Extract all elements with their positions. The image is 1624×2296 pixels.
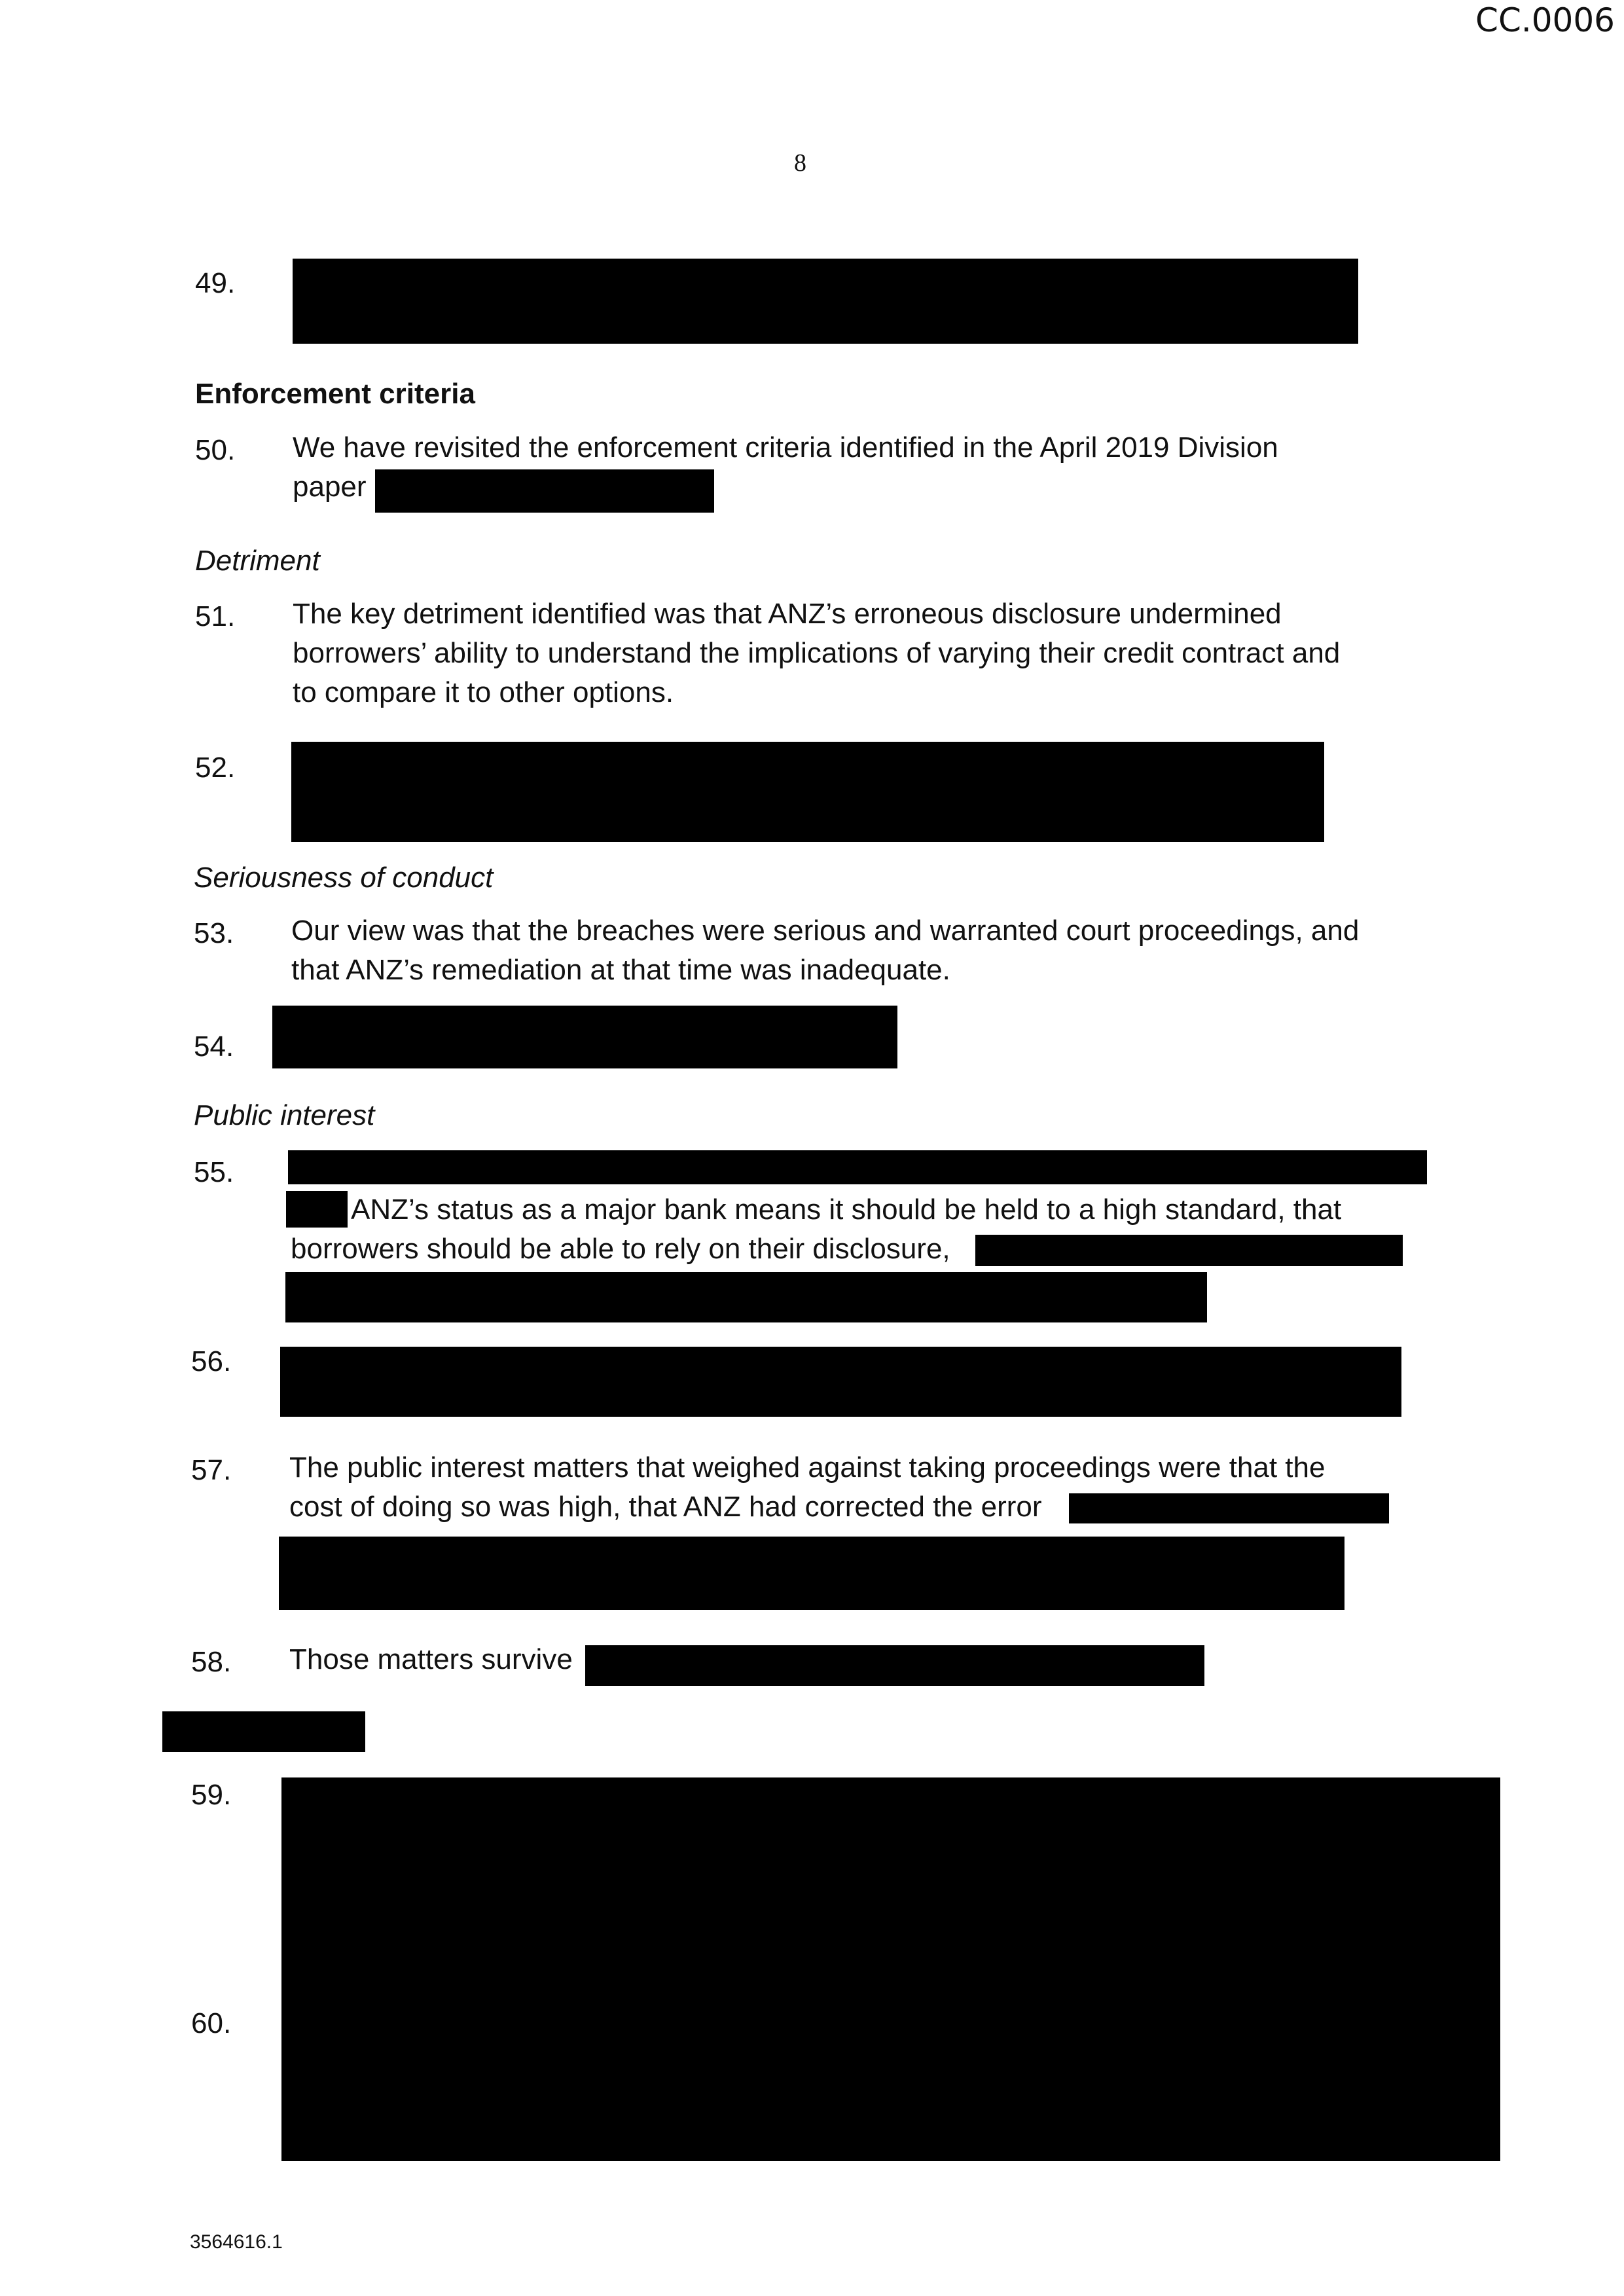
subheading-public-interest: Public interest <box>194 1099 375 1131</box>
paragraph-number-59: 59. <box>191 1779 232 1811</box>
page-number: 8 <box>794 149 806 177</box>
redaction-block <box>1069 1493 1389 1523</box>
redaction-block <box>291 742 1324 842</box>
section-heading-enforcement: Enforcement criteria <box>195 378 475 410</box>
redaction-block <box>280 1347 1401 1417</box>
subheading-seriousness: Seriousness of conduct <box>194 862 494 894</box>
paragraph-51-line-1: The key detriment identified was that ANZ’s erroneous disclosure undermined <box>293 598 1282 630</box>
document-reference: 3564616.1 <box>190 2231 283 2253</box>
paragraph-number-56: 56. <box>191 1345 232 1377</box>
paragraph-number-52: 52. <box>195 752 236 784</box>
paragraph-number-51: 51. <box>195 600 236 632</box>
redaction-block <box>285 1272 1207 1322</box>
redaction-block <box>975 1235 1403 1266</box>
redaction-block <box>272 1006 897 1068</box>
redaction-block <box>279 1537 1344 1610</box>
redaction-block <box>286 1191 348 1228</box>
redaction-block <box>281 1777 1500 2161</box>
paragraph-53-line-1: Our view was that the breaches were serious and warranted court proceedings, and <box>291 915 1360 947</box>
paragraph-number-57: 57. <box>191 1454 232 1486</box>
paragraph-50-line-1: We have revisited the enforcement criteria identified in the April 2019 Division <box>293 431 1278 464</box>
paragraph-number-50: 50. <box>195 434 236 466</box>
paragraph-number-53: 53. <box>194 917 234 949</box>
paragraph-57-line-1: The public interest matters that weighed against taking proceedings were that the <box>289 1451 1326 1484</box>
redaction-block <box>375 469 714 513</box>
paragraph-55-line-3: borrowers should be able to rely on their disclosure, <box>291 1233 950 1265</box>
paragraph-51-line-3: to compare it to other options. <box>293 676 674 708</box>
paragraph-number-60: 60. <box>191 2007 232 2039</box>
paragraph-55-line-2: ANZ’s status as a major bank means it should be held to a high standard, that <box>351 1194 1342 1226</box>
paragraph-51-line-2: borrowers’ ability to understand the implications of varying their credit contract and <box>293 637 1341 669</box>
redaction-block <box>293 259 1358 344</box>
redaction-block <box>288 1150 1427 1184</box>
redaction-block <box>162 1711 365 1752</box>
paragraph-57-line-2: cost of doing so was high, that ANZ had corrected the error <box>289 1491 1042 1523</box>
paragraph-number-58: 58. <box>191 1646 232 1678</box>
paragraph-number-54: 54. <box>194 1030 234 1063</box>
subheading-detriment: Detriment <box>195 545 320 577</box>
paragraph-58-line-1: Those matters survive <box>289 1643 573 1675</box>
paragraph-50-line-2: paper <box>293 471 367 503</box>
redaction-block <box>585 1645 1204 1686</box>
document-id: CC.0006 <box>1475 1 1615 39</box>
paragraph-53-line-2: that ANZ’s remediation at that time was inadequate. <box>291 954 950 986</box>
paragraph-number-49: 49. <box>195 267 236 299</box>
paragraph-number-55: 55. <box>194 1156 234 1188</box>
